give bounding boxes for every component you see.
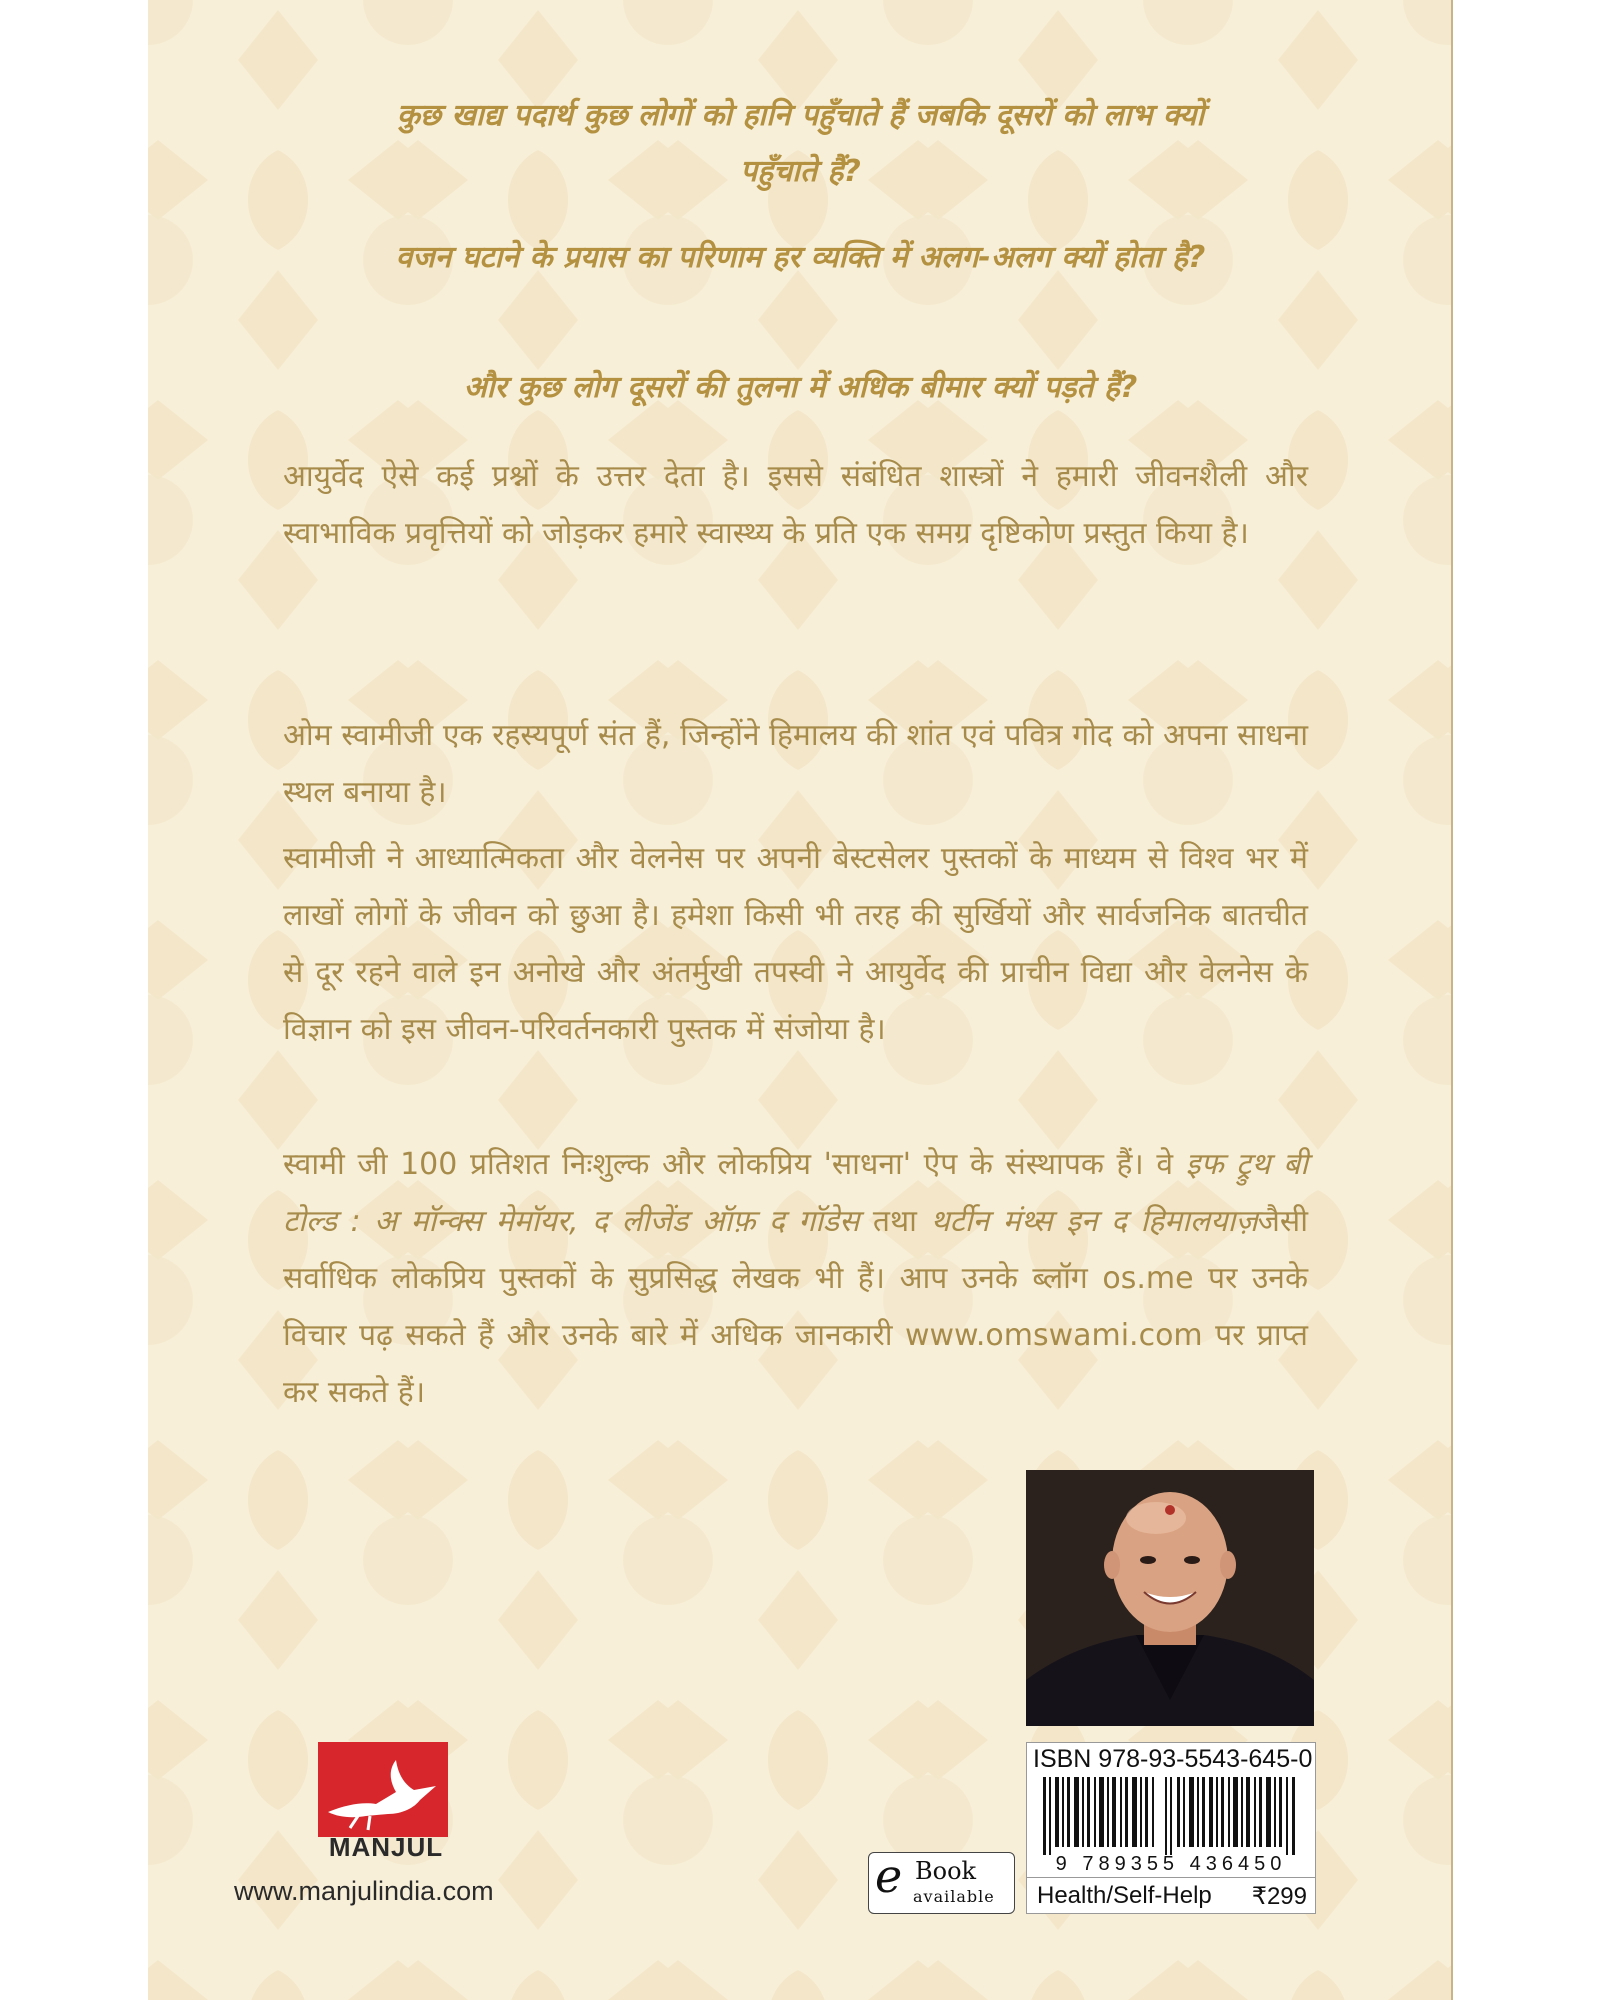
isbn-label: ISBN 978-93-5543-645-0 — [1033, 1745, 1313, 1773]
sadhana-app-sentence: स्वामी जी 100 प्रतिशत निःशुल्क और लोकप्रिय 'साधना' ऐप के संस्थापक हैं। — [283, 1147, 1144, 1182]
paragraph-author-books: स्वामीजी ने आध्यात्मिकता और वेलनेस पर अपनी बेस्टसेलर पुस्तकों के माध्यम से विश्व भर में लाखों लोगों के जीवन को छुआ है। हमेशा किसी भी तरह की सुर्खियों और सार्वजनिक बातचीत से दूर रहने वाले इन अनोखे और अंतर्मुखी तपस्वी ने आयुर्वेद की प्राचीन विद्या और वेलनेस के विज्ञान को इस जीवन-परिवर्तनकारी पुस्तक में संजोया है। — [283, 841, 1308, 1047]
author-portrait-illustration — [1026, 1470, 1314, 1726]
question-weight-loss: वजन घटाने के प्रयास का परिणाम हर व्यक्ति में अलग-अलग क्यों होता है? — [395, 240, 1206, 275]
paragraph-author-works — [283, 1136, 1308, 1421]
back-cover — [148, 0, 1453, 2000]
author-line-c: जैसी सर्वाधिक लोकप्रिय पुस्तकों के सुप्रसिद्ध लेखक भी हैं। आप उनके ब्लॉग os.me पर उनके विचार पढ़ सकते हैं और उनके बारे में अधिक जानकारी www.omswami.com पर प्राप्त कर सकते हैं। — [283, 1204, 1308, 1410]
publisher-website: www.manjulindia.com — [234, 1876, 494, 1906]
book-title-2: थर्टीन मंथ्स इन द हिमालयाज़ — [930, 1204, 1258, 1239]
book-category: Health/Self-Help — [1037, 1882, 1212, 1909]
question-illness: और कुछ लोग दूसरों की तुलना में अधिक बीमार क्यों पड़ते हैं? — [463, 370, 1138, 405]
ebook-available-badge — [868, 1849, 1015, 1914]
question-foods: कुछ खाद्य पदार्थ कुछ लोगों को हानि पहुँचाते हैं जबकि दूसरों को लाभ क्यों पहुँचाते हैं? — [396, 98, 1205, 189]
paragraph-author-intro: ओम स्वामीजी एक रहस्यपूर्ण संत हैं, जिन्होंने हिमालय की शांत एवं पवित्र गोद को अपना साधना स्थल बनाया है। — [283, 718, 1308, 810]
barcode-icon — [1043, 1777, 1299, 1855]
ebook-letter: e — [875, 1849, 903, 1903]
barcode-digits: 9 789355 436450 — [1055, 1853, 1287, 1875]
paragraph-ayurveda: आयुर्वेद ऐसे कई प्रश्नों के उत्तर देता है। इससे संबंधित शास्त्रों ने हमारी जीवनशैली और स्वाभाविक प्रवृत्तियों को जोड़कर हमारे स्वास्थ्य के प्रति एक समग्र दृष्टिकोण प्रस्तुत किया है। — [283, 459, 1308, 551]
cover-edge-line — [1451, 0, 1453, 2000]
ebook-line2: available — [913, 1887, 995, 1906]
manjul-bird-logo-icon — [318, 1742, 448, 1837]
author-line-a: वे — [1156, 1147, 1174, 1182]
isbn-barcode-block — [1026, 1742, 1316, 1914]
author-photo — [1026, 1470, 1314, 1726]
book-price: ₹299 — [1251, 1883, 1307, 1910]
author-line-b: तथा — [872, 1204, 917, 1239]
ebook-line1: Book — [915, 1857, 977, 1885]
isbn-footer — [1027, 1877, 1315, 1914]
publisher-name: MANJUL — [328, 1832, 444, 1862]
book-title-1: इफ ट्रुथ बी टोल्ड : अ मॉन्क्स मेमॉयर, द लीजेंड ऑफ़ द गॉडेस — [283, 1147, 1308, 1239]
